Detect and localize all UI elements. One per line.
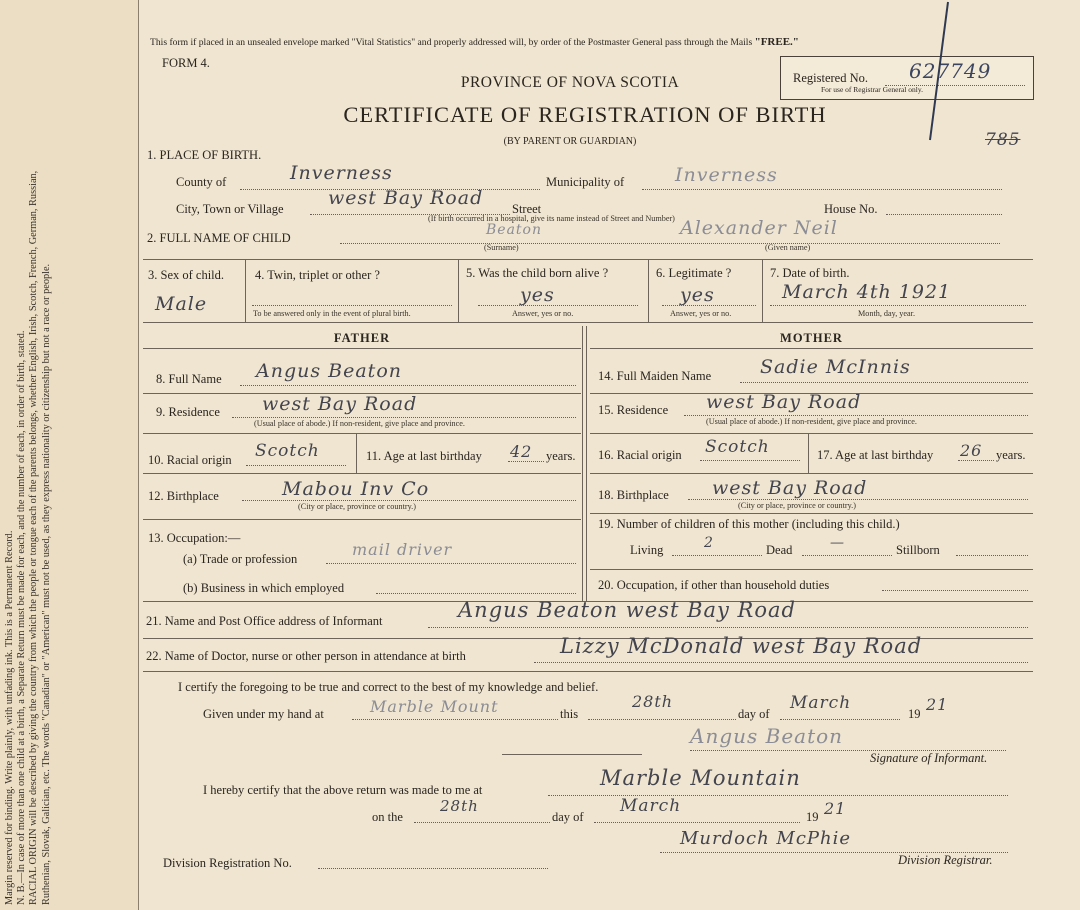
- informant-label: 21. Name and Post Office address of Informant: [146, 614, 383, 628]
- father-birthplace-label: 12. Birthplace: [148, 489, 219, 503]
- mother-residence-value: west Bay Road: [706, 391, 862, 413]
- mother-residence-note: (Usual place of abode.) If non-resident, give place and province.: [706, 417, 917, 426]
- form-number: FORM 4.: [162, 56, 210, 70]
- registered-number: 627749: [909, 59, 992, 83]
- living-label: Living: [630, 543, 664, 557]
- municipality-value: Inverness: [675, 164, 778, 186]
- given-month: March: [790, 693, 852, 713]
- on-year-prefix: 19: [806, 810, 819, 824]
- mother-birthplace-value: west Bay Road: [712, 477, 868, 499]
- twin-note: To be answered only in the event of plural birth.: [253, 309, 411, 318]
- province-heading: PROVINCE OF NOVA SCOTIA: [460, 74, 680, 91]
- born-alive-caption: Answer, yes or no.: [512, 309, 574, 318]
- margin-note-4: Ruthenian, Slovak, Galician, etc. The words "Canadian" or "American" must not be used, as they express nationality or citizenship but not a race or people.: [40, 263, 52, 905]
- dob-value: March 4th 1921: [782, 281, 952, 303]
- this-label: this: [560, 707, 579, 721]
- father-age-value: 42: [510, 442, 533, 461]
- mother-name-value: Sadie McInnis: [760, 356, 911, 378]
- dob-caption: Month, day, year.: [858, 309, 915, 318]
- father-residence-note: (Usual place of abode.) If non-resident, give place and province.: [254, 419, 465, 428]
- mother-birthplace-note: (City or place, province or country.): [738, 501, 856, 510]
- street-note: (If birth occurred in a hospital, give its name instead of Street and Number): [428, 214, 675, 223]
- certify-text: I certify the foregoing to be true and correct to the best of my knowledge and belief.: [178, 680, 599, 694]
- margin-note-1: Margin reserved for binding. Write plainly, with unfading ink. This is a Permanent Record.: [4, 530, 15, 905]
- father-racial-label: 10. Racial origin: [148, 453, 232, 467]
- on-day-of-label: day of: [552, 810, 584, 824]
- mother-heading: MOTHER: [780, 331, 843, 345]
- child-given-name: Alexander Neil: [680, 217, 838, 239]
- father-age-label: 11. Age at last birthday: [366, 449, 482, 463]
- mother-age-value: 26: [960, 441, 983, 460]
- city-value: west Bay Road: [328, 187, 484, 209]
- trade-label: (a) Trade or profession: [183, 552, 298, 566]
- father-racial-value: Scotch: [255, 441, 320, 461]
- doctor-value: Lizzy McDonald west Bay Road: [560, 634, 923, 658]
- given-under-label: Given under my hand at: [203, 707, 324, 721]
- mother-name-label: 14. Full Maiden Name: [598, 369, 712, 383]
- legitimate-label: 6. Legitimate ?: [656, 266, 732, 280]
- children-label: 19. Number of children of this mother (including this child.): [598, 517, 900, 531]
- living-value: 2: [704, 535, 714, 551]
- surname-caption: (Surname): [484, 243, 519, 252]
- mother-age-suffix: years.: [996, 448, 1026, 462]
- given-caption: (Given name): [765, 243, 811, 252]
- informant-value: Angus Beaton west Bay Road: [458, 598, 796, 622]
- hereby-text: I hereby certify that the above return was made to me at: [203, 783, 483, 797]
- margin-notes: [4, 5, 134, 905]
- business-label: (b) Business in which employed: [183, 581, 345, 595]
- certificate-subtitle: (BY PARENT OR GUARDIAN): [503, 136, 637, 147]
- mother-residence-label: 15. Residence: [598, 403, 669, 417]
- given-day: 28th: [632, 692, 674, 711]
- twin-label: 4. Twin, triplet or other ?: [255, 268, 380, 282]
- county-value: Inverness: [290, 162, 393, 184]
- born-alive-label: 5. Was the child born alive ?: [466, 266, 609, 280]
- father-heading: FATHER: [333, 331, 391, 345]
- registrar-signature: Murdoch McPhie: [680, 828, 852, 849]
- father-name-value: Angus Beaton: [256, 360, 402, 382]
- street-label: Street: [512, 202, 542, 216]
- legitimate-caption: Answer, yes or no.: [670, 309, 732, 318]
- binding-margin: [0, 0, 139, 910]
- margin-note-2: N. B.—In case of more than one child at a birth, a Separate Return must be made for each, and the number of each, in order of birth, stated.: [16, 330, 28, 905]
- occupation-label: 13. Occupation:—: [148, 531, 241, 545]
- certificate-title: CERTIFICATE OF REGISTRATION OF BIRTH: [343, 102, 827, 127]
- on-year: 21: [824, 799, 847, 818]
- year-prefix: 19: [908, 707, 921, 721]
- margin-note-3: RACIAL ORIGIN will be described by giving the country from which the people or tongue each of the parents belongs, whether English, Irish, Scotch, French, German, Russian,: [28, 170, 40, 905]
- given-place: Marble Mount: [370, 697, 499, 716]
- house-number-label: House No.: [824, 202, 878, 216]
- father-residence-label: 9. Residence: [156, 405, 220, 419]
- dob-label: 7. Date of birth.: [770, 266, 850, 280]
- pen-stroke-mark: [900, 0, 960, 150]
- child-name-label: 2. FULL NAME OF CHILD: [147, 231, 291, 245]
- mother-birthplace-label: 18. Birthplace: [598, 488, 669, 502]
- mother-racial-value: Scotch: [705, 437, 770, 457]
- father-age-suffix: years.: [546, 449, 576, 463]
- dead-label: Dead: [766, 543, 793, 557]
- city-label: City, Town or Village: [176, 202, 284, 216]
- postal-notice-free: "FREE.": [754, 36, 799, 48]
- doctor-label: 22. Name of Doctor, nurse or other person in attendance at birth: [146, 649, 466, 663]
- municipality-label: Municipality of: [546, 175, 625, 189]
- informant-signature: Angus Beaton: [690, 724, 844, 748]
- registered-label: Registered No.: [793, 71, 868, 85]
- sex-label: 3. Sex of child.: [148, 268, 225, 282]
- trade-value: mail driver: [352, 540, 453, 559]
- corner-number: 785: [985, 130, 1021, 150]
- stillborn-label: Stillborn: [896, 543, 940, 557]
- mother-age-label: 17. Age at last birthday: [817, 448, 934, 462]
- legitimate-value: yes: [680, 284, 715, 306]
- division-registration-label: Division Registration No.: [163, 856, 292, 870]
- father-name-label: 8. Full Name: [156, 372, 222, 386]
- father-birthplace-value: Mabou Inv Co: [282, 478, 430, 500]
- place-of-birth-heading: 1. PLACE OF BIRTH.: [147, 148, 262, 162]
- on-month: March: [620, 796, 682, 816]
- on-the-label: on the: [372, 810, 403, 824]
- mother-occupation-label: 20. Occupation, if other than household duties: [598, 578, 830, 592]
- father-birthplace-note: (City or place, province or country.): [298, 502, 416, 511]
- day-of-label: day of: [738, 707, 770, 721]
- born-alive-value: yes: [520, 284, 555, 306]
- registrar-caption: Division Registrar.: [898, 853, 993, 867]
- registrar-note: For use of Registrar General only.: [821, 85, 923, 94]
- postal-notice: [150, 36, 799, 48]
- on-day: 28th: [440, 797, 479, 815]
- child-surname: Beaton: [486, 222, 542, 238]
- made-place: Marble Mountain: [600, 766, 801, 790]
- postal-notice-text: This form if placed in an unsealed envelope marked "Vital Statistics" and properly addressed will, by order of the Postmaster General pass through the Mails: [150, 37, 753, 48]
- informant-signature-caption: Signature of Informant.: [870, 751, 988, 765]
- county-label: County of: [176, 175, 227, 189]
- sex-value: Male: [155, 293, 208, 315]
- father-residence-value: west Bay Road: [262, 393, 418, 415]
- mother-racial-label: 16. Racial origin: [598, 448, 682, 462]
- dead-value: —: [830, 535, 845, 551]
- given-year: 21: [926, 695, 949, 714]
